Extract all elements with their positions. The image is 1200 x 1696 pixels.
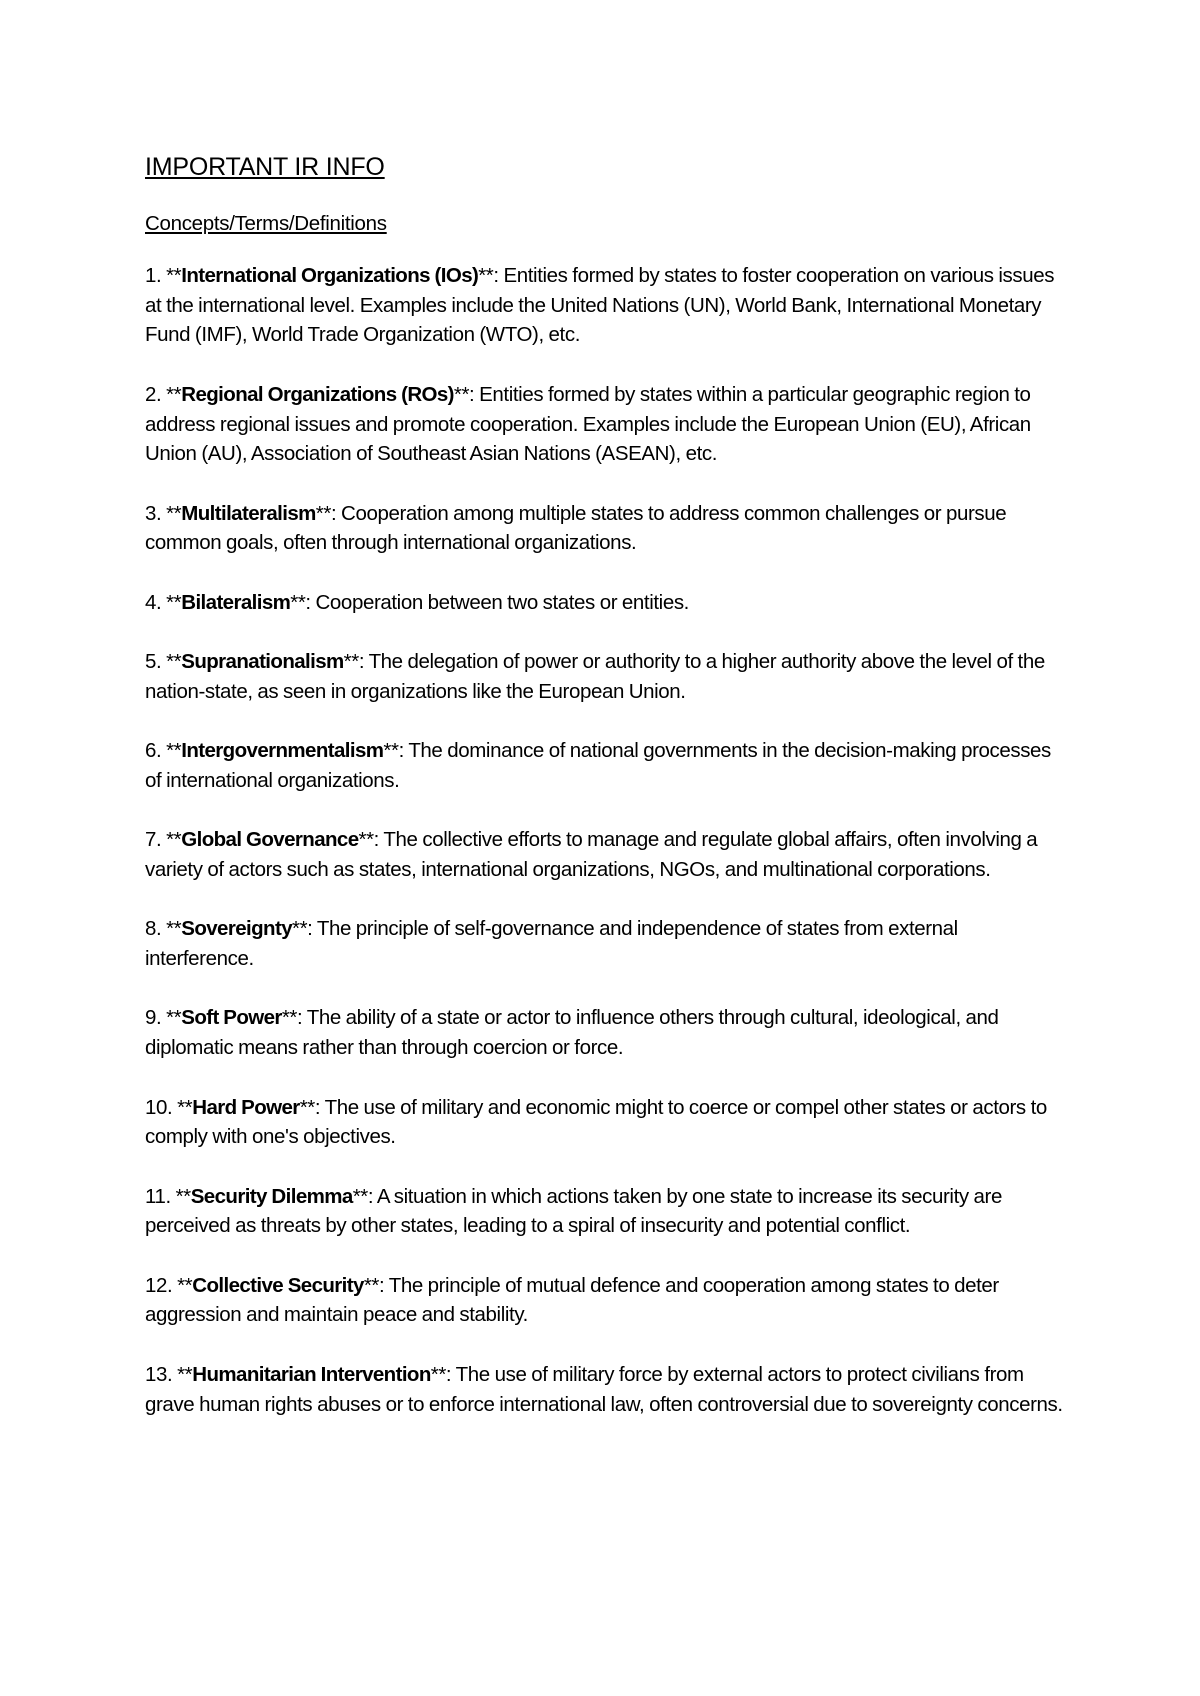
term-item [145,1003,1065,1062]
item-number: 4. [145,590,162,614]
close-marker: **: [383,739,404,763]
open-marker: ** [166,650,182,674]
open-marker: ** [166,739,182,763]
item-number: 3. [145,501,162,525]
term-name: Global Governance [181,828,359,852]
close-marker: **: [299,1095,321,1119]
term-definition: The principle of mutual defence and cooperation among states to deter aggression and maintain peace and stability. [145,1273,999,1327]
term-name: Bilateralism [181,590,291,614]
open-marker: ** [166,264,182,287]
close-marker: **: [363,1273,385,1297]
term-definition: Entities formed by states to foster cooperation on various issues at the international level. Examples include the United Nations (UN), World Bank, International Monetary Fund (IMF), World Trade Organization (WTO), etc. [145,264,1055,347]
document-page [145,150,1065,1449]
term-name: Hard Power [192,1095,300,1119]
open-marker: ** [175,1184,191,1208]
open-marker: ** [166,828,182,852]
term-item [145,825,1065,884]
item-number: 5. [145,650,162,674]
term-name: Regional Organizations (ROs) [181,382,454,406]
term-definition: Entities formed by states within a particular geographic region to address regional issues and promote cooperation. Examples include the European Union (EU), African Union (AU), Association of Southeast Asian Nations (ASEAN), etc. [145,382,1031,466]
term-list [145,261,1065,1419]
open-marker: ** [166,382,182,406]
open-marker: ** [166,501,182,525]
item-number: 9. [145,1006,162,1030]
term-item [145,1093,1065,1152]
item-number: 12. [145,1273,173,1297]
close-marker: **: [352,1184,374,1208]
close-marker: **: [478,264,499,287]
document-title: IMPORTANT IR INFO [145,153,385,181]
close-marker: **: [430,1362,452,1386]
term-name: Collective Security [192,1273,364,1297]
term-definition: The ability of a state or actor to influence others through cultural, ideological, and diplomatic means rather than through coercion or force. [145,1006,999,1060]
term-definition: Cooperation between two states or entities. [315,590,689,614]
open-marker: ** [177,1273,193,1297]
term-item [145,1271,1065,1330]
close-marker: **: [315,501,337,525]
open-marker: ** [166,1006,182,1030]
term-name: Intergovernmentalism [181,739,384,763]
open-marker: ** [166,917,182,941]
term-name: Soft Power [181,1006,282,1030]
term-name: Security Dilemma [190,1184,353,1208]
term-definition: The dominance of national governments in the decision-making processes of international organizations. [145,739,1051,792]
item-number: 2. [145,382,162,406]
open-marker: ** [166,590,182,614]
term-item [145,588,1065,618]
close-marker: **: [281,1006,303,1030]
term-item [145,380,1065,469]
term-definition: The delegation of power or authority to a higher authority above the level of the nation-state, as seen in organizations like the European Union. [145,650,1045,703]
term-item [145,736,1065,795]
term-item [145,499,1065,558]
open-marker: ** [177,1362,193,1386]
term-item [145,261,1065,350]
term-definition: The principle of self-governance and independence of states from external interference. [145,917,958,971]
term-item [145,1360,1065,1419]
term-item [145,647,1065,706]
term-name: International Organizations (IOs) [181,264,479,287]
term-item [145,914,1065,973]
item-number: 10. [145,1095,173,1119]
close-marker: **: [292,917,313,941]
close-marker: **: [358,828,379,852]
term-definition: The use of military and economic might to coerce or compel other states or actors to comply with one's objectives. [145,1095,1047,1149]
item-number: 11. [145,1184,171,1208]
item-number: 13. [145,1362,173,1386]
close-marker: **: [343,650,365,674]
term-definition: A situation in which actions taken by one state to increase its security are perceived as threats by other states, leading to a spiral of insecurity and potential conflict. [145,1184,1002,1238]
term-definition: Cooperation among multiple states to address common challenges or pursue common goals, often through international organizations. [145,501,1007,555]
term-definition: The collective efforts to manage and regulate global affairs, often involving a variety of actors such as states, international organizations, NGOs, and multinational corporations. [145,828,1038,881]
term-name: Multilateralism [181,501,316,525]
term-definition: The use of military force by external actors to protect civilians from grave human rights abuses or to enforce international law, often controversial due to sovereignty concerns. [145,1362,1063,1416]
close-marker: **: [453,382,475,406]
item-number: 1. [145,264,162,287]
item-number: 7. [145,828,162,852]
term-name: Humanitarian Intervention [192,1362,431,1386]
open-marker: ** [177,1095,193,1119]
term-name: Sovereignty [181,917,292,941]
section-heading: Concepts/Terms/Definitions [145,212,387,235]
item-number: 6. [145,739,162,763]
term-item [145,1182,1065,1241]
close-marker: **: [290,590,311,614]
item-number: 8. [145,917,162,941]
term-name: Supranationalism [181,650,344,674]
